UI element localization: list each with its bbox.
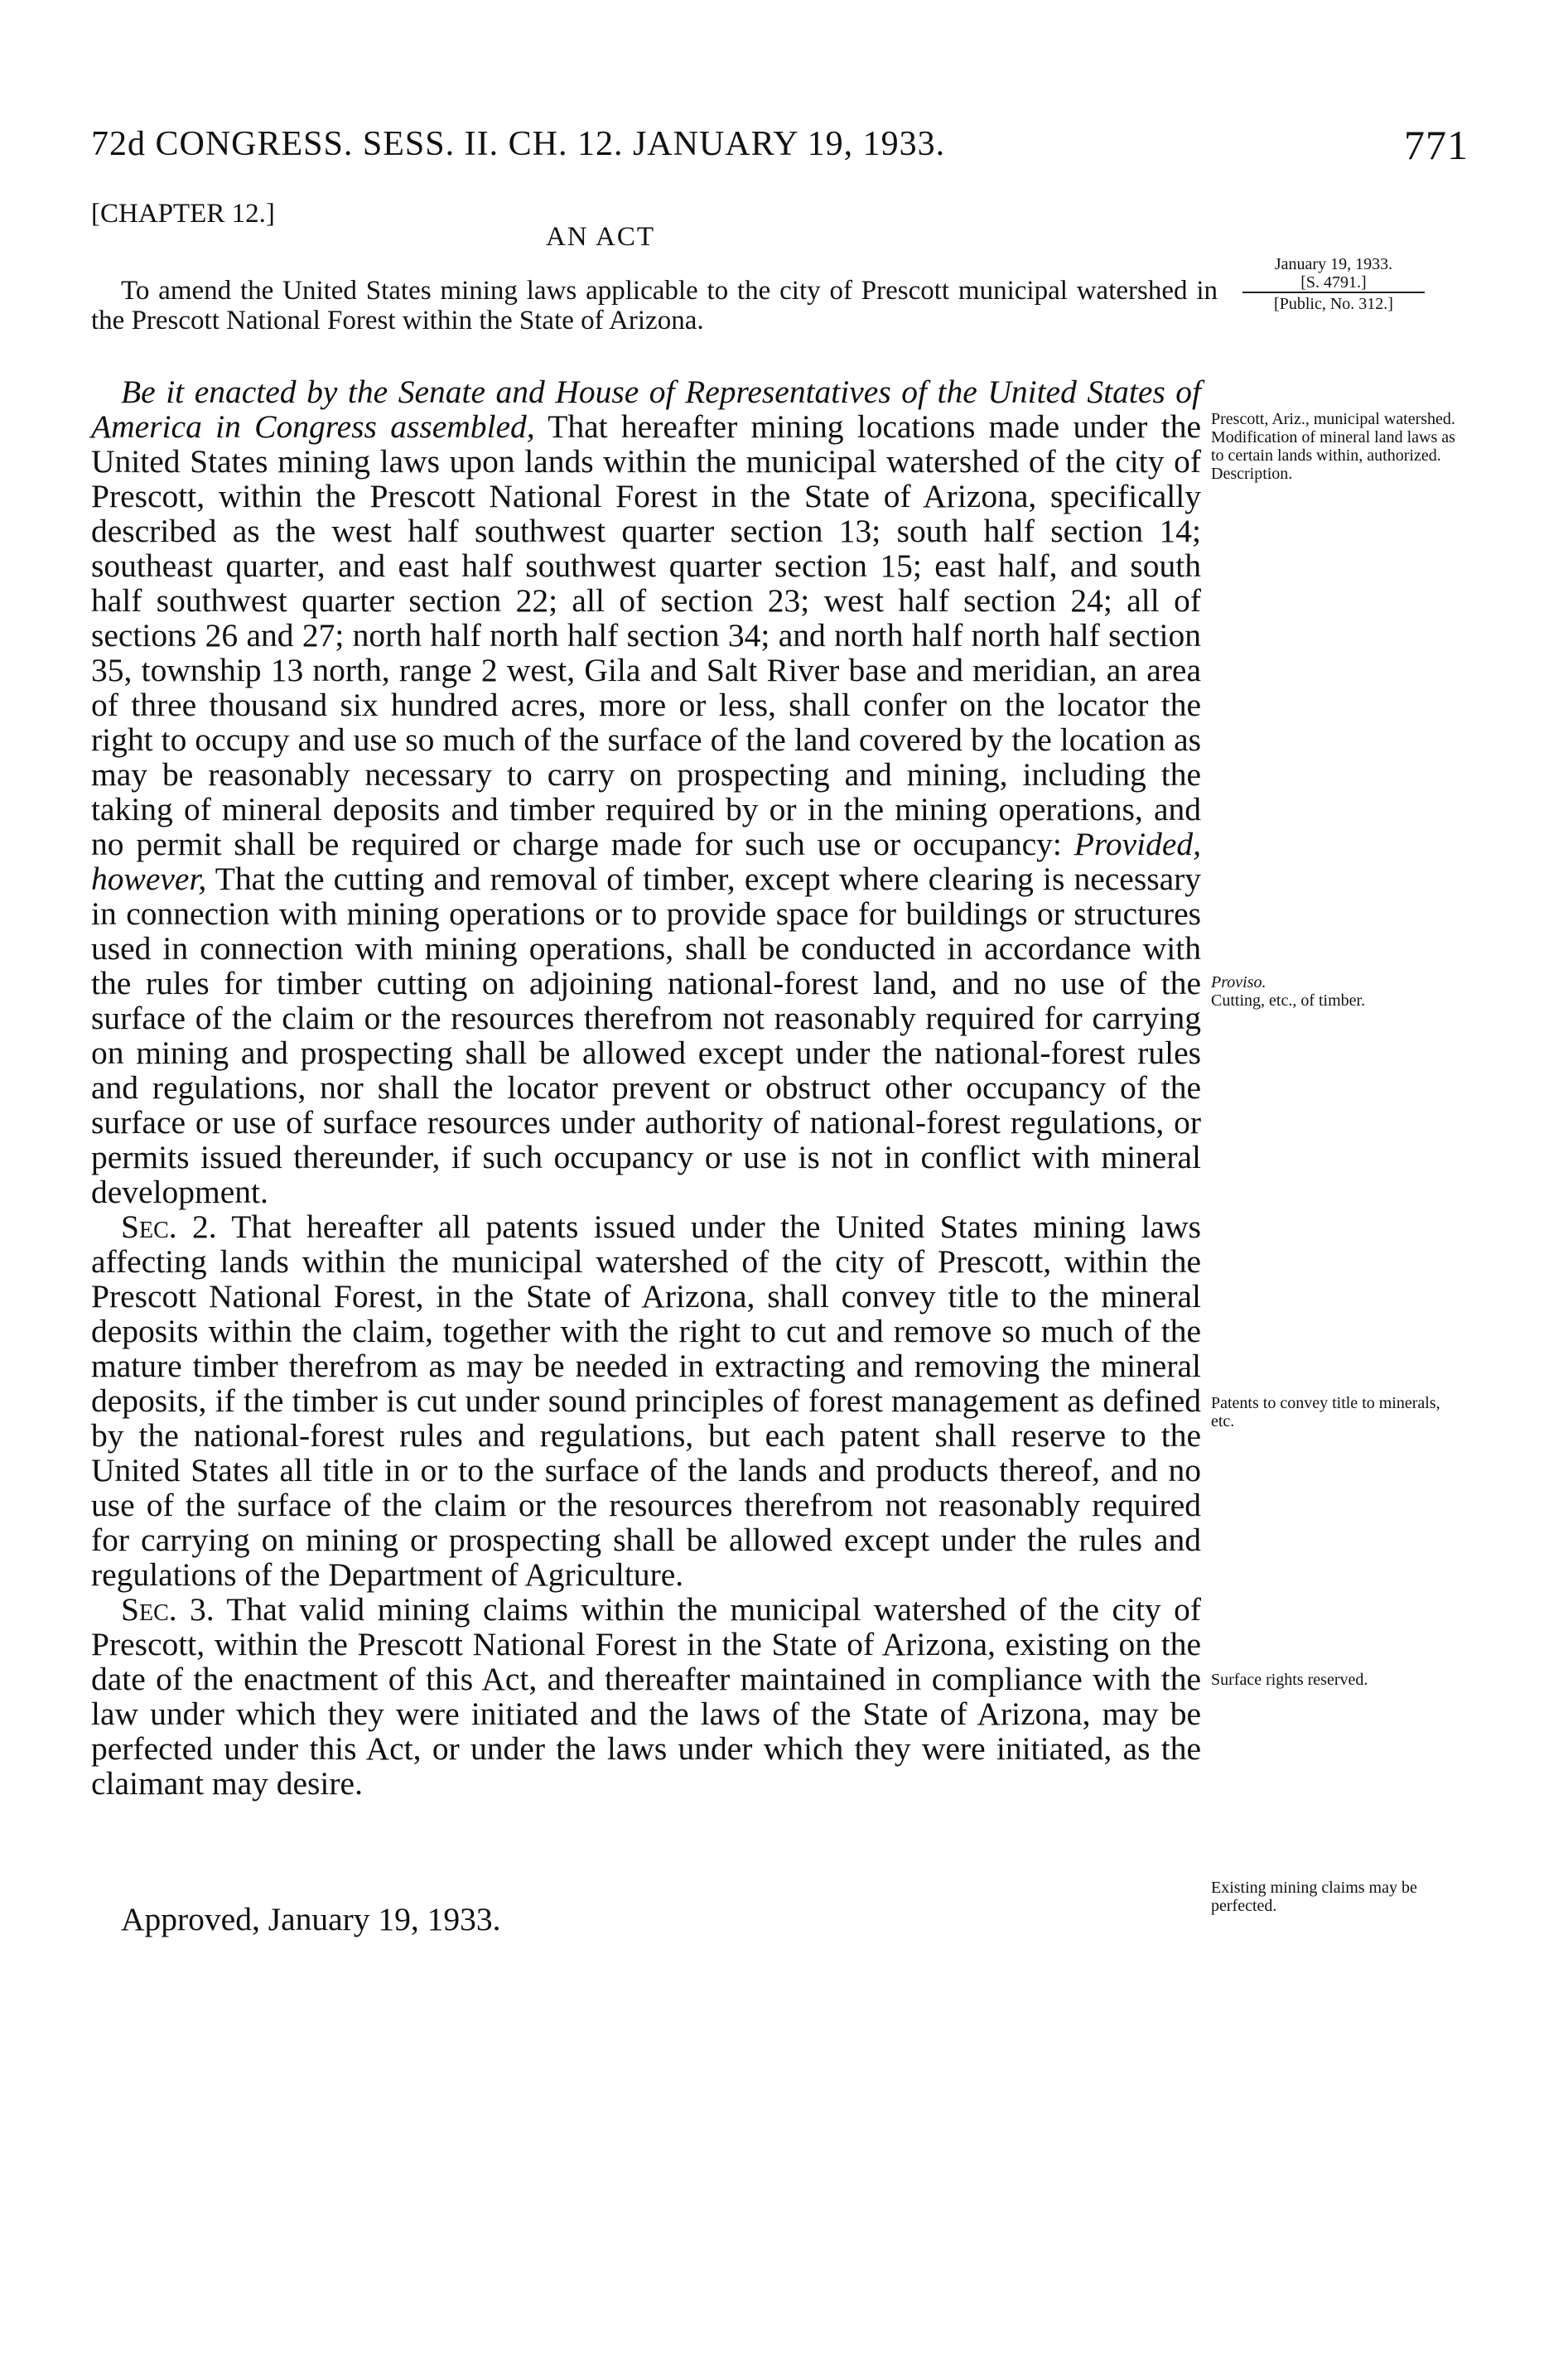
margin-note-proviso <box>1211 973 1459 1010</box>
section-1 <box>91 374 1201 1209</box>
side-date: January 19, 1933. <box>1274 255 1393 273</box>
section-3-text: That valid mining claims within the municipal watershed of the city of Prescott, within the Prescott National Forest in the State of Arizona, existing on the date of the enactment of this Act, and thereafter maintained in compliance with the law under which they were initiated and the laws of the State of Arizona, may be perfected under this Act, or under the laws under which they were initiated, as the claimant may desire. <box>91 1591 1201 1802</box>
chapter-label: [CHAPTER 12.] <box>91 199 275 229</box>
side-date-block <box>1242 255 1425 313</box>
section-3-label: Sec. 3. <box>121 1591 215 1628</box>
act-title <box>91 276 1218 335</box>
margin-note-surface-rights: Surface rights reserved. <box>1211 1671 1368 1689</box>
side-public-number: [Public, No. 312.] <box>1274 295 1393 313</box>
page-number: 771 <box>1404 122 1469 168</box>
section-2-label: Sec. 2. <box>121 1208 217 1245</box>
section-1-part-2: That the cutting and removal of timber, except where clearing is necessary in connection with mining operations or to provide space for buildings or structures used in connection with mining operations, shall be conducted in accordance with the rules for timber cutting on adjoining national-forest land, and no use of the surface of the claim or the resources therefrom not reasonably required for carrying on mining and prospecting shall be allowed except under the national-forest rules and regulations, nor shall the locator prevent or obstruct other occupancy of the surface or use of surface resources under authority of national-forest regulations, or permits issued thereunder, if such occupancy or use is not in conflict with mineral development. <box>91 861 1202 1210</box>
margin-note-text <box>1211 973 1459 991</box>
side-bill-number: [S. 4791.] <box>1242 273 1425 293</box>
section-2-text: That hereafter all patents issued under the United States mining laws affecting lands within the municipal watershed of the city of Prescott, within the Prescott National Forest, in the State of Arizona, shall convey title to the mineral deposits within the claim, together with the right to cut and remove so much of the mature timber therefrom as may be needed in extracting and removing the mineral deposits, if the timber is cut under sound principles of forest management as defined by the national-forest rules and regulations, but each patent shall reserve to the United States all title in or to the surface of the lands and products thereof, and no use of the surface of the claim or the resources therefrom not reasonably required for carrying on mining or prospecting shall be allowed except under the rules and regulations of the Department of Agriculture. <box>91 1208 1201 1593</box>
act-body <box>91 374 1201 1801</box>
margin-note-watershed <box>1211 410 1459 483</box>
approved-line: Approved, January 19, 1933. <box>121 1901 501 1937</box>
margin-note-patents: Patents to convey title to minerals, etc. <box>1211 1394 1440 1430</box>
section-2 <box>91 1209 1201 1592</box>
running-head: 72d CONGRESS. SESS. II. CH. 12. JANUARY 19, 1933. <box>91 125 946 163</box>
section-3 <box>91 1592 1201 1801</box>
act-title-text: To amend the United States mining laws applicable to the city of Prescott municipal watershed in the Prescott National Forest within the State of Arizona. <box>91 276 1218 335</box>
margin-note-text: Description. <box>1211 465 1293 483</box>
section-1-part-1: That hereafter mining locations made under the United States mining laws upon lands within the municipal watershed of the city of Prescott, within the Prescott National Forest in the State of Arizona, specifically described as the west half southwest quarter section 13; south half section 14; southeast quarter, and east half southwest quarter section 15; east half, and south half southwest quarter section 22; all of section 23; west half section 24; all of sections 26 and 27; north half north half section 34; and north half north half section 35, township 13 north, range 2 west, Gila and Salt River base and meridian, an area of three thousand six hundred acres, more or less, shall confer on the locator the right to occupy and use so much of the surface of the land covered by the location as may be reasonably necessary to carry on prospecting and mining, including the taking of mineral deposits and timber required by or in the mining operations, and no permit shall be required or charge made for such use or occupancy: <box>91 408 1202 862</box>
margin-note-text: Prescott, Ariz., municipal watershed. <box>1211 410 1455 428</box>
margin-note-existing-claims: Existing mining claims may be perfected. <box>1211 1879 1417 1915</box>
proviso: Provided, however, <box>91 826 1201 897</box>
enacting-clause: Be it enacted by the Senate and House of Representatives of the United States of America in Congress assembled, <box>91 374 1201 445</box>
margin-note-italic: Proviso. <box>1211 973 1266 991</box>
margin-note-text: Modification of mineral land laws as to certain lands within, authorized. <box>1211 428 1455 465</box>
act-heading: AN ACT <box>545 222 656 252</box>
running-header <box>91 124 1469 174</box>
margin-note-text: Cutting, etc., of timber. <box>1211 991 1366 1010</box>
